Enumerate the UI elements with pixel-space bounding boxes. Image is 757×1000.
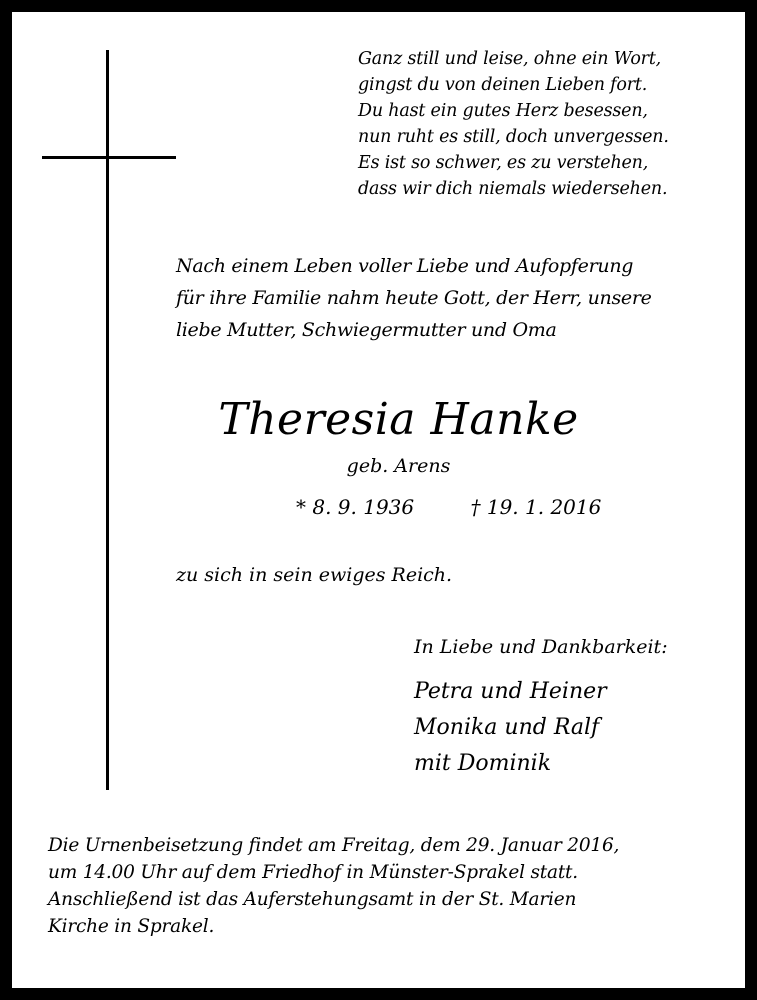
poem-line: Es ist so schwer, es zu verstehen,: [358, 153, 649, 173]
intro-text: [176, 250, 736, 346]
maiden-name: geb. Arens: [346, 455, 451, 477]
intro-line: liebe Mutter, Schwiegermutter und Oma: [176, 319, 557, 341]
family-member: Monika und Ralf: [414, 715, 600, 740]
poem-line: Ganz still und leise, ohne ein Wort,: [358, 49, 662, 69]
poem-line: Du hast ein gutes Herz besessen,: [358, 101, 648, 121]
life-dates: [296, 492, 601, 522]
deceased-name: Theresia Hanke: [218, 394, 579, 445]
gratitude-line: In Liebe und Dankbarkeit:: [414, 636, 668, 658]
notice-line: Die Urnenbeisetzung findet am Freitag, dem 29. Januar 2016,: [48, 835, 620, 856]
intro-line: Nach einem Leben voller Liebe und Aufopferung: [176, 255, 634, 277]
notice-line: um 14.00 Uhr auf dem Friedhof in Münster-Sprakel statt.: [48, 862, 578, 883]
notice-line: Anschließend ist das Auferstehungsamt in der St. Marien: [48, 889, 577, 910]
family-signatures: [414, 674, 607, 782]
family-member: mit Dominik: [414, 751, 552, 776]
funeral-notice: [48, 832, 728, 940]
notice-line: Kirche in Sprakel.: [48, 916, 215, 937]
intro-line: für ihre Familie nahm heute Gott, der Herr, unsere: [176, 287, 652, 309]
cross-icon-bar: [42, 156, 176, 159]
poem-line: gingst du von deinen Lieben fort.: [358, 75, 648, 95]
poem-line: dass wir dich niemals wiedersehen.: [358, 179, 668, 199]
poem: [358, 46, 738, 202]
closing-line: zu sich in sein ewiges Reich.: [176, 564, 453, 586]
poem-line: nun ruht es still, doch unvergessen.: [358, 127, 669, 147]
family-member: Petra und Heiner: [414, 679, 607, 704]
death-date: † 19. 1. 2016: [470, 495, 602, 519]
birth-date: * 8. 9. 1936: [296, 495, 415, 519]
obituary-card: [12, 12, 745, 988]
